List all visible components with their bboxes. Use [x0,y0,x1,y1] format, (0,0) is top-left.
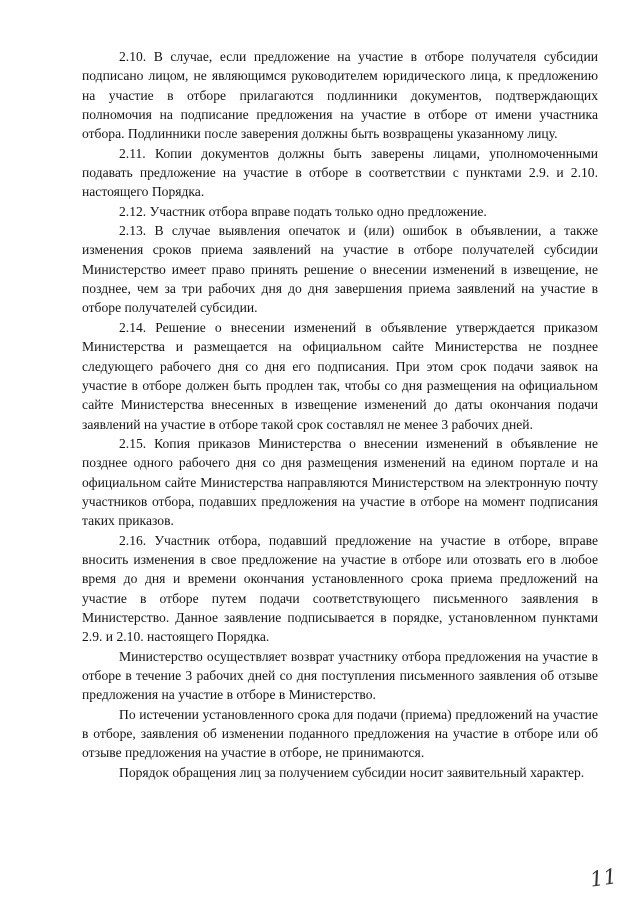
paragraph-2-16: 2.16. Участник отбора, подавший предложение на участие в отборе, вправе вносить изменения в свое предложение на участие в отборе или отозвать его в любое время до дня и времени окончания установленного срока приема предложений на участие в отборе путем подачи соответствующего письменного заявления в Министерство. Данное заявление подписывается в порядке, установленном пунктами 2.9. и 2.10. настоящего Порядка. [82,532,598,645]
paragraph-2-13: 2.13. В случае выявления опечаток и (или) ошибок в объявлении, а также изменения сроков приема заявлений на участие в отборе получателей субсидии Министерство имеет право принять решение о внесении изменений в извещение, не позднее, чем за три рабочих дня до дня завершения приема заявлений на участие в отборе получателей субсидии. [82,223,598,316]
paragraph-deadline: По истечении установленного срока для подачи (приема) предложений на участие в отборе, заявления об изменении поданного предложения на участие в отборе или об отзыве предложения на участие в отборе, не принимаются. [82,706,598,761]
paragraph-2-11: 2.11. Копии документов должны быть заверены лицами, уполномоченными подавать предложение на участие в отборе в соответствии с пунктами 2.9. и 2.10. настоящего Порядка. [82,145,598,200]
paragraph-2-14: 2.14. Решение о внесении изменений в объявление утверждается приказом Министерства и размещается на официальном сайте Министерства не позднее следующего рабочего дня со дня его подписания. При этом срок подачи заявок на участие в отборе должен быть продлен так, чтобы со дня размещения на официальном сайте Министерства внесенных в извещение изменений до даты окончания подачи заявлений на участие в отборе такой срок составлял не менее 3 рабочих дней. [82,319,598,432]
paragraph-2-12: 2.12. Участник отбора вправе подать только одно предложение. [119,203,487,219]
paragraph-return: Министерство осуществляет возврат участнику отбора предложения на участие в отборе в течение 3 рабочих дней со дня поступления письменного заявления об отзыве предложения на участие в отборе в Министерство. [82,648,598,703]
paragraph-2-10: 2.10. В случае, если предложение на участие в отборе получателя субсидии подписано лицом, не являющимся руководителем юридического лица, к предложению на участие в отборе прилагаются подлинники документов, подтверждающих полномочия на подписание предложения на участие в отборе от имени участника отбора. Подлинники после заверения должны быть возвращены указанному лицу. [82,49,598,142]
paragraph-procedure: Порядок обращения лиц за получением субсидии носит заявительный характер. [119,764,585,780]
page-number: 11 [588,864,619,892]
paragraph-2-15: 2.15. Копия приказов Министерства о внесении изменений в объявление не позднее одного рабочего дня со дня размещения изменений на едином портале и на официальном сайте Министерства направляются Министерством на электронную почту участников отбора, подавших предложения на участие в отборе на момент подписания таких приказов. [82,435,598,529]
